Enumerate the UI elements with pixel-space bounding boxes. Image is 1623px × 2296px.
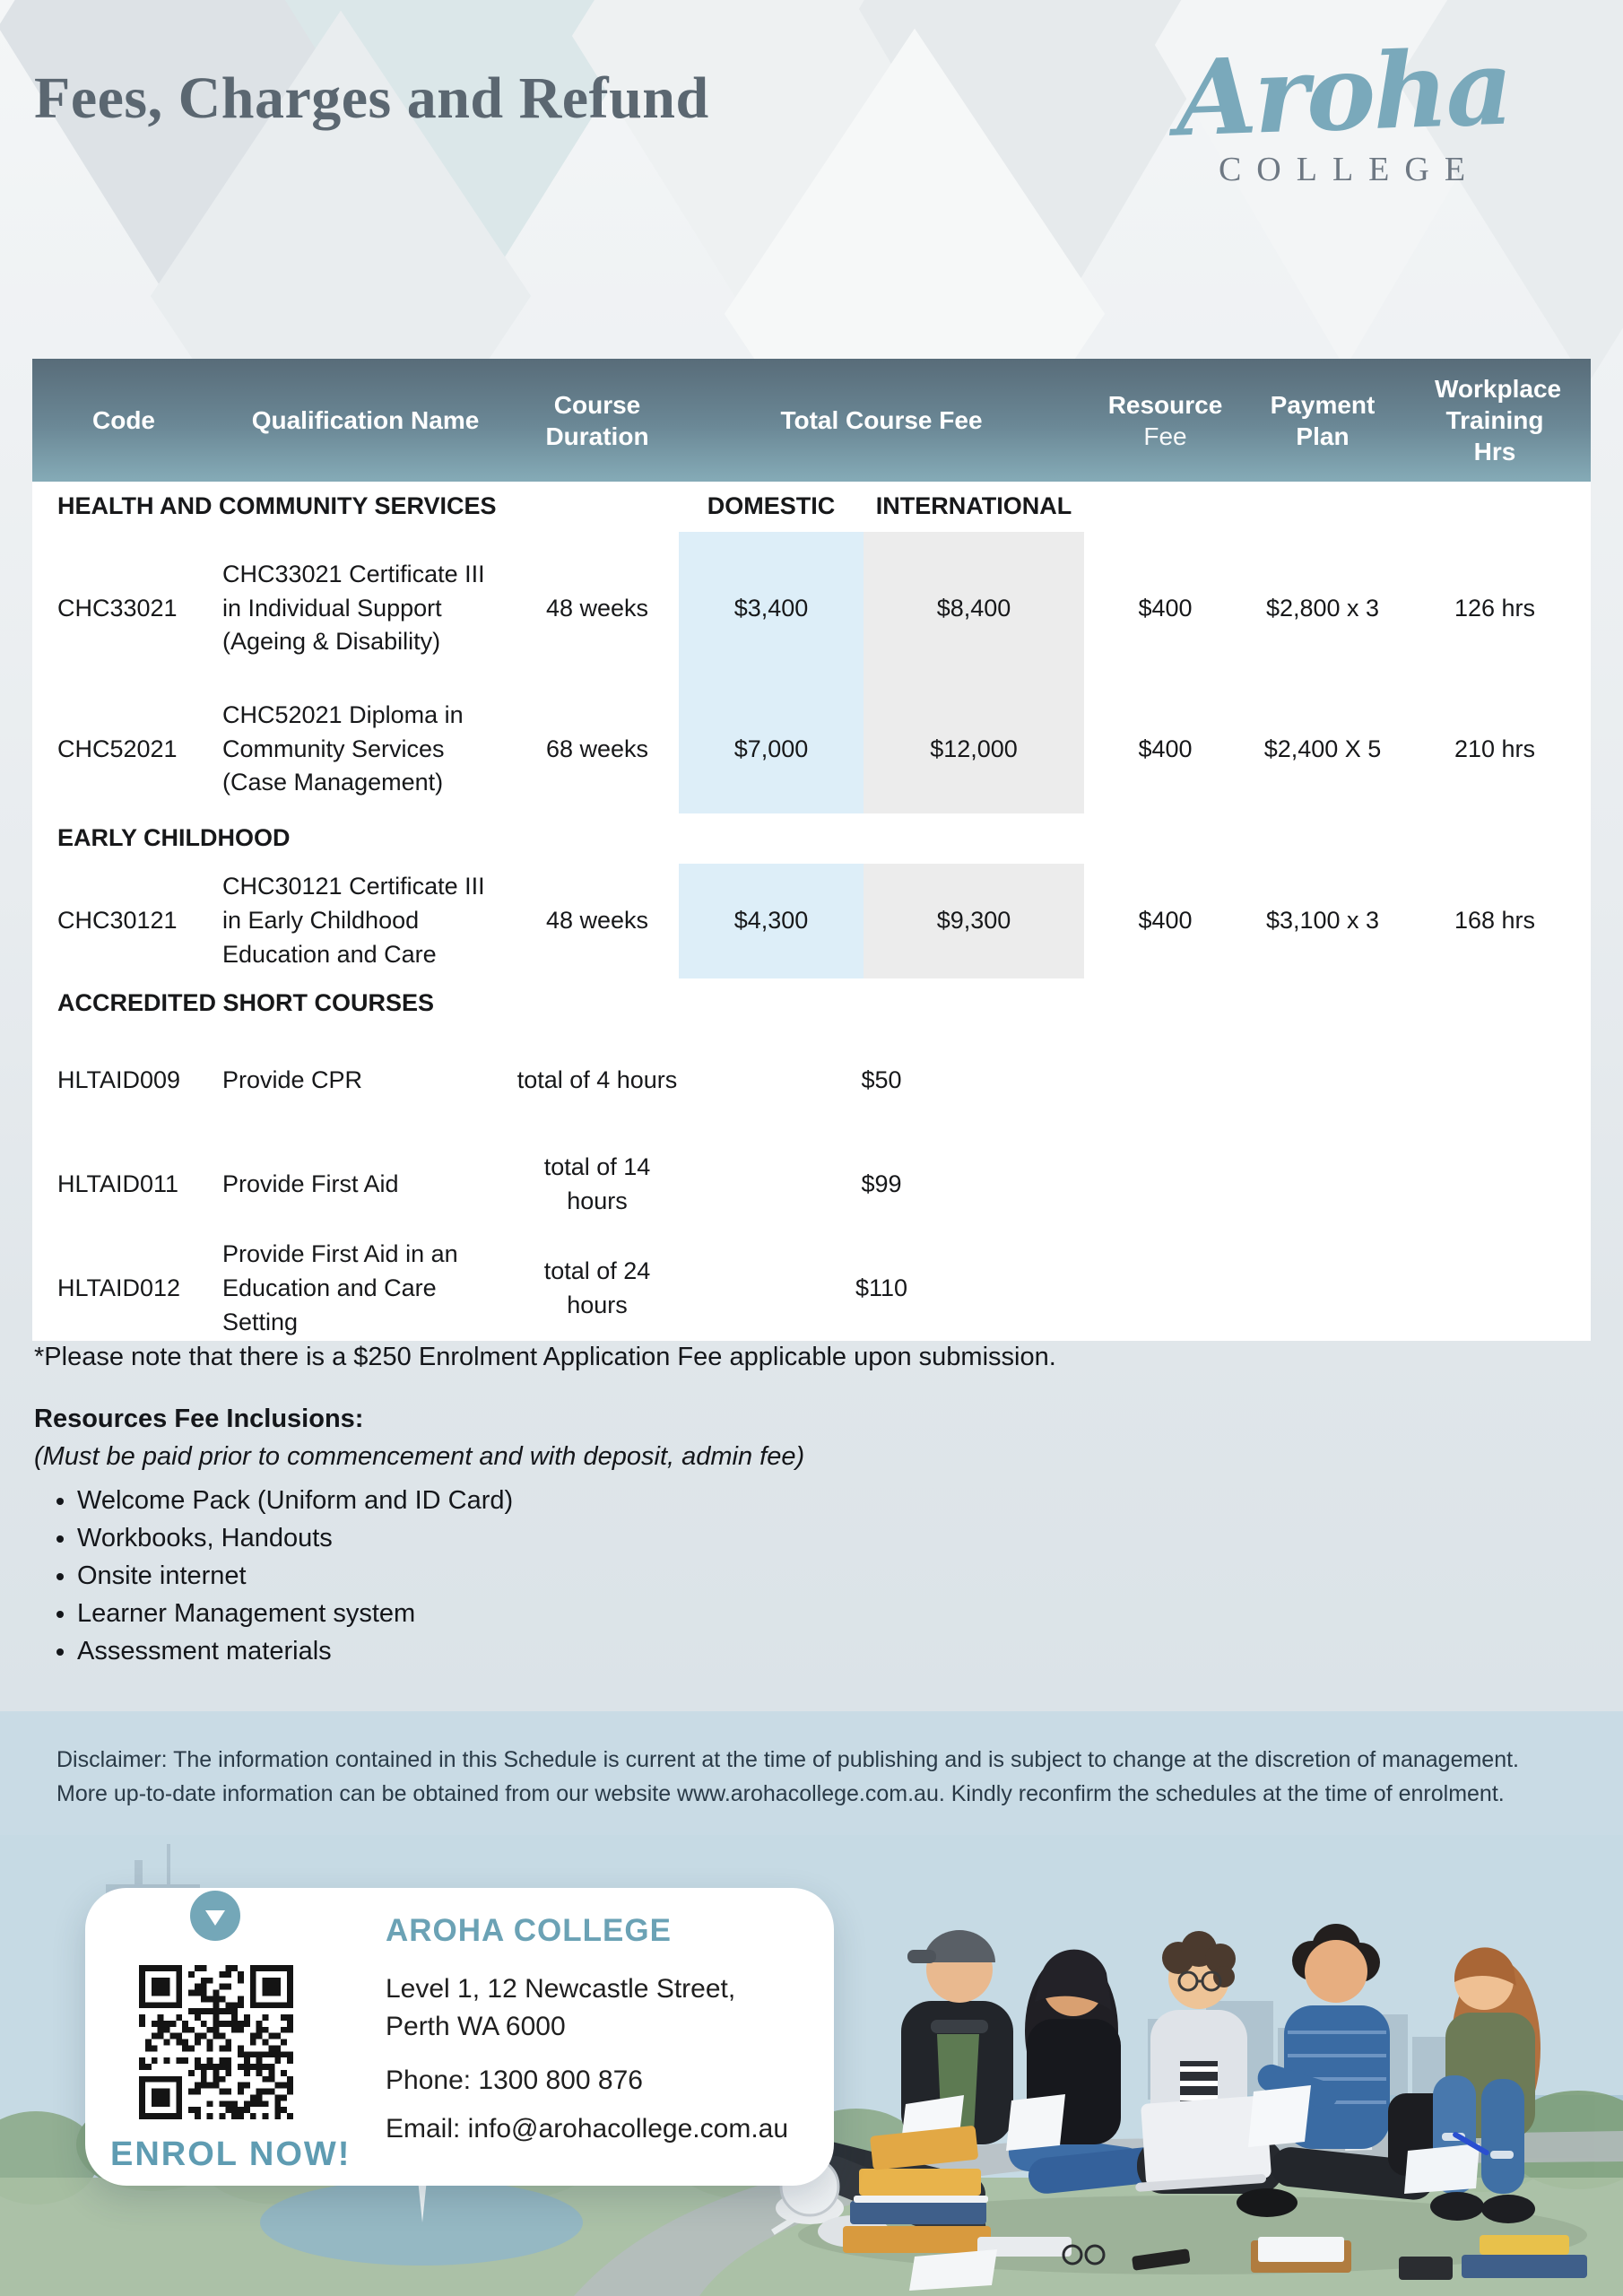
domestic-fee-cell: $4,300 xyxy=(679,864,864,978)
address-line1: Level 1, 12 Newcastle Street, xyxy=(386,1974,736,2004)
enrol-now-label: ENROL NOW! xyxy=(110,2135,352,2173)
domestic-subheader: DOMESTIC xyxy=(679,482,864,532)
col-header-total-fee: Total Course Fee xyxy=(780,406,983,434)
qualification-cell: Provide CPR xyxy=(215,1029,516,1133)
table-row xyxy=(32,685,1591,813)
resource-fee-cell: $400 xyxy=(1084,685,1246,813)
qualification-cell: CHC30121 Certificate III in Early Childhood Education and Care xyxy=(215,864,516,978)
empty-cell xyxy=(1084,1133,1591,1237)
empty-cell xyxy=(1084,1029,1591,1133)
inclusions-list xyxy=(77,1486,804,1666)
payment-plan-cell: $2,400 X 5 xyxy=(1246,685,1399,813)
section-band-short-courses xyxy=(32,978,1591,1029)
international-subheader: INTERNATIONAL xyxy=(864,482,1084,532)
empty-cell xyxy=(1084,1237,1591,1341)
table-row xyxy=(32,1133,1591,1237)
code-cell: HLTAID009 xyxy=(32,1029,215,1133)
domestic-fee-cell: $3,400 xyxy=(679,532,864,685)
table-header-row xyxy=(32,359,1591,482)
international-fee-cell: $12,000 xyxy=(864,685,1084,813)
address xyxy=(386,1970,788,2046)
workplace-hrs-cell: 210 hrs xyxy=(1399,685,1591,813)
qr-code-icon xyxy=(139,1963,293,2121)
contact-info xyxy=(386,1913,788,2144)
course-fee-cell: $110 xyxy=(679,1237,1084,1341)
col-header-code: Code xyxy=(92,406,155,434)
col-header-qualification: Qualification Name xyxy=(251,406,480,434)
enrolment-fee-note: *Please note that there is a $250 Enrolment Application Fee applicable upon submission. xyxy=(34,1343,1056,1371)
qualification-cell: Provide First Aid in an Education and Care Setting xyxy=(215,1237,516,1341)
section-band-filler xyxy=(1084,482,1591,532)
brand-logo xyxy=(1119,26,1567,189)
contact-card xyxy=(85,1888,834,2186)
college-name: AROHA COLLEGE xyxy=(386,1913,672,1948)
fees-table xyxy=(32,359,1591,1341)
address-line2: Perth WA 6000 xyxy=(386,2012,566,2041)
page-title: Fees, Charges and Refund xyxy=(34,65,709,131)
workplace-hrs-cell: 168 hrs xyxy=(1399,864,1591,978)
location-pin-icon xyxy=(190,1891,240,1941)
table-row xyxy=(32,1029,1591,1133)
duration-cell: total of 4 hours xyxy=(516,1029,679,1133)
list-item: • Onsite internet xyxy=(77,1561,804,1591)
col-header-duration: Course Duration xyxy=(545,390,649,450)
payment-plan-cell: $2,800 x 3 xyxy=(1246,532,1399,685)
brand-subtitle: COLLEGE xyxy=(1218,151,1481,189)
qualification-cell: CHC52021 Diploma in Community Services (Case Management) xyxy=(215,685,516,813)
payment-plan-cell: $3,100 x 3 xyxy=(1246,864,1399,978)
duration-cell: 68 weeks xyxy=(516,685,679,813)
table-row xyxy=(32,532,1591,685)
down-triangle-icon xyxy=(205,1910,225,1926)
domestic-fee-cell: $7,000 xyxy=(679,685,864,813)
list-item: • Welcome Pack (Uniform and ID Card) xyxy=(77,1486,804,1516)
disclaimer-text: Disclaimer: The information contained in this Schedule is current at the time of publishing and is subject to change at the discretion of management. More up-to-date information can be obtained from our website www.arohacollege.com.au. Kindly reconfirm the schedules at the time of enrolment. xyxy=(56,1747,1519,1806)
duration-cell: 48 weeks xyxy=(516,532,679,685)
code-cell: CHC52021 xyxy=(32,685,215,813)
section-label: ACCREDITED SHORT COURSES xyxy=(32,978,1591,1029)
list-item: • Assessment materials xyxy=(77,1637,804,1666)
duration-cell: 48 weeks xyxy=(516,864,679,978)
table-row xyxy=(32,864,1591,978)
inclusions-title: Resources Fee Inclusions: xyxy=(34,1405,364,1433)
col-header-workplace-hrs: Workplace Training Hrs xyxy=(1435,375,1562,465)
code-cell: CHC33021 xyxy=(32,532,215,685)
list-item: • Workbooks, Handouts xyxy=(77,1524,804,1553)
section-band-early-childhood xyxy=(32,813,1591,864)
col-header-payment-plan: Payment Plan xyxy=(1270,390,1376,450)
section-label: HEALTH AND COMMUNITY SERVICES xyxy=(32,482,679,532)
phone-number: Phone: 1300 800 876 xyxy=(386,2066,643,2095)
brand-name: Aroha xyxy=(1174,26,1513,161)
section-label: EARLY CHILDHOOD xyxy=(32,813,1591,864)
course-fee-cell: $99 xyxy=(679,1133,1084,1237)
list-item: • Learner Management system xyxy=(77,1599,804,1629)
course-fee-cell: $50 xyxy=(679,1029,1084,1133)
section-band-health xyxy=(32,482,1591,532)
resource-fee-cell: $400 xyxy=(1084,532,1246,685)
duration-cell: total of 24 hours xyxy=(516,1237,679,1341)
resource-fee-cell: $400 xyxy=(1084,864,1246,978)
code-cell: HLTAID012 xyxy=(32,1237,215,1341)
table-row xyxy=(32,1237,1591,1341)
code-cell: CHC30121 xyxy=(32,864,215,978)
international-fee-cell: $9,300 xyxy=(864,864,1084,978)
qualification-cell: CHC33021 Certificate III in Individual Support (Ageing & Disability) xyxy=(215,532,516,685)
international-fee-cell: $8,400 xyxy=(864,532,1084,685)
qualification-cell: Provide First Aid xyxy=(215,1133,516,1237)
resources-fee-inclusions xyxy=(34,1405,804,1674)
inclusions-subtitle: (Must be paid prior to commencement and with deposit, admin fee) xyxy=(34,1442,805,1471)
col-header-resource-fee: Resource Fee xyxy=(1107,390,1223,450)
duration-cell: total of 14 hours xyxy=(516,1133,679,1237)
code-cell: HLTAID011 xyxy=(32,1133,215,1237)
email-address: Email: info@arohacollege.com.au xyxy=(386,2114,789,2144)
workplace-hrs-cell: 126 hrs xyxy=(1399,532,1591,685)
